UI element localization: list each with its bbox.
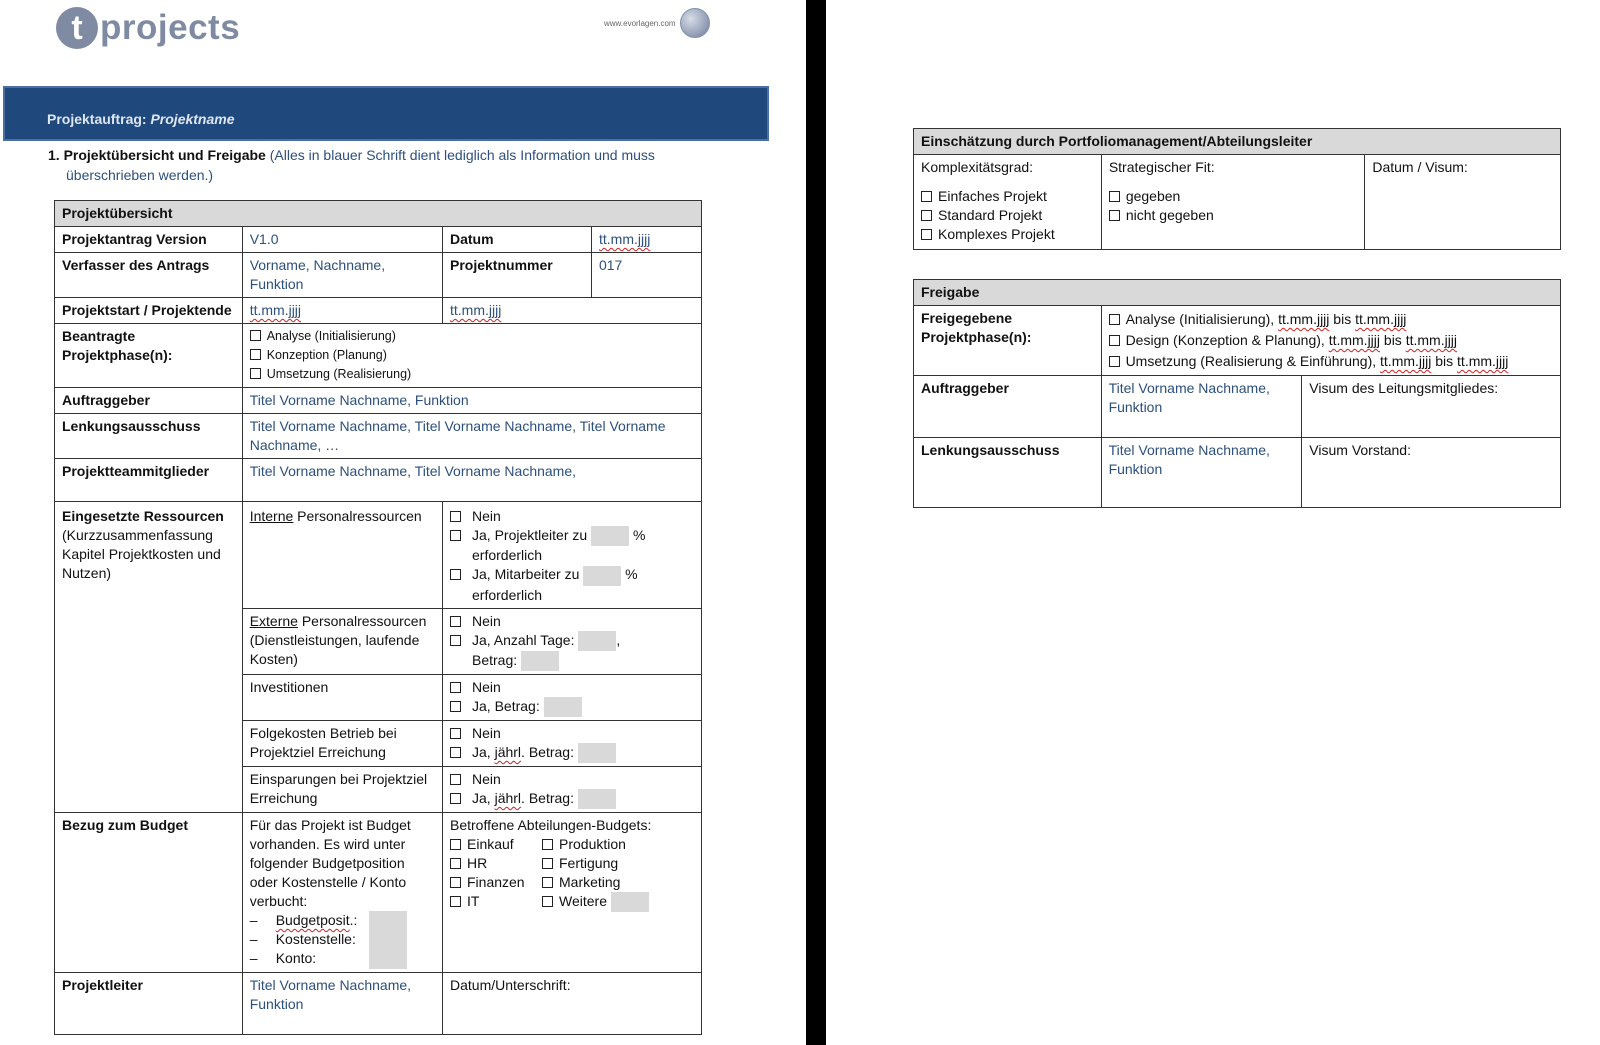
option-label [472, 789, 574, 809]
author-value[interactable]: Vorname, Nachname, Funktion [242, 253, 442, 298]
release-steering-value[interactable]: Titel Vorname Nachname, Funktion [1101, 438, 1302, 508]
checkbox-icon[interactable] [250, 330, 261, 341]
project-number-label: Projektnummer [443, 253, 592, 298]
checkbox-icon[interactable] [450, 747, 461, 758]
checkbox-icon[interactable] [450, 858, 461, 869]
department-option[interactable] [450, 854, 542, 873]
phases-label: Beantragte Projektphase(n): [55, 324, 243, 388]
department-label: Weitere [559, 893, 607, 910]
internal-pl-option[interactable] [450, 526, 694, 565]
amount-label: Betrag: [472, 651, 518, 668]
option-label: Standard Projekt [938, 207, 1043, 223]
phase-start: tt.mm.jjjj [1278, 311, 1330, 327]
fit-option[interactable] [1109, 187, 1358, 206]
start-date[interactable] [242, 298, 442, 324]
amount-input[interactable] [578, 743, 616, 763]
checkbox-icon[interactable] [921, 210, 932, 221]
budget-item-3 [250, 949, 358, 968]
banner-project-name: Projektname [150, 111, 235, 127]
budget-item-1-text: Budgetposit [275, 912, 350, 929]
external-resources-label [242, 608, 442, 675]
title-banner [3, 86, 769, 141]
section-note-1: (Alles in blauer Schrift dient lediglich als Information und muss [269, 147, 655, 163]
checkbox-icon[interactable] [921, 191, 932, 202]
date-value-text: tt.mm.jjjj [598, 231, 651, 247]
savings-options [443, 767, 702, 813]
department-label: Produktion [559, 836, 626, 853]
fit-cell [1101, 155, 1365, 250]
checkbox-icon[interactable] [250, 368, 261, 379]
start-date-text: tt.mm.jjjj [249, 302, 302, 318]
option-label: Nein [472, 508, 501, 524]
option-label: Nein [472, 679, 501, 696]
amount-input[interactable] [544, 697, 582, 717]
team-label: Projektteammitglieder [55, 459, 243, 502]
option-label [472, 743, 574, 763]
invest-options [443, 675, 702, 721]
resources-cell [55, 502, 243, 813]
checkbox-icon[interactable] [1109, 335, 1120, 346]
phase-end: tt.mm.jjjj [1405, 332, 1458, 348]
complexity-label: Komplexitätsgrad: [921, 159, 1034, 175]
days-input[interactable] [578, 631, 616, 651]
invest-yes-option[interactable] [450, 697, 694, 717]
option-label: Ja, Mitarbeiter zu [472, 566, 580, 583]
released-phase-option[interactable] [1109, 351, 1553, 372]
resources-note: (Kurzzusammenfassung Kapitel Projektkosten und Nutzen) [62, 527, 221, 581]
date-value[interactable] [591, 227, 701, 253]
checkbox-icon[interactable] [450, 635, 461, 646]
section-heading [48, 146, 728, 185]
phase-option-label: Analyse (Initialisierung) [266, 329, 396, 343]
option-label-a: Ja, [472, 790, 495, 807]
checkbox-icon[interactable] [921, 229, 932, 240]
budget-item-1 [250, 911, 358, 930]
internal-no-option[interactable] [450, 507, 694, 526]
complexity-option[interactable] [921, 225, 1094, 244]
option-label: Nein [472, 771, 501, 788]
phase-option[interactable] [250, 346, 694, 365]
savings-no-option[interactable] [450, 770, 694, 789]
pm-label: Projektleiter [55, 973, 243, 1035]
internal-resources-label [242, 502, 442, 609]
globe-icon [680, 8, 710, 38]
option-label-a: Ja, [472, 744, 495, 761]
checkbox-icon[interactable] [450, 511, 461, 522]
invest-no-option[interactable] [450, 678, 694, 697]
complexity-option[interactable] [921, 187, 1094, 206]
department-option[interactable] [542, 873, 692, 892]
option-label-b: jährl [494, 744, 522, 761]
external-resources-options [443, 608, 702, 675]
client-label: Auftraggeber [55, 388, 243, 414]
checkbox-icon[interactable] [1109, 191, 1120, 202]
option-label: Ja, Betrag: [472, 698, 540, 715]
option-label-b: jährl [494, 790, 522, 807]
followup-yes-option[interactable] [450, 743, 694, 763]
project-number-value[interactable]: 017 [591, 253, 701, 298]
budget-input[interactable] [369, 911, 407, 969]
department-option[interactable] [450, 835, 542, 854]
department-label: Fertigung [559, 855, 619, 872]
option-label-cont: erforderlich [472, 586, 543, 603]
team-value[interactable]: Titel Vorname Nachname, Titel Vorname Nachname, [242, 459, 701, 502]
steering-label: Lenkungsausschuss [55, 414, 243, 459]
phase-start: tt.mm.jjjj [1328, 332, 1381, 348]
end-date[interactable] [443, 298, 702, 324]
logo-text: projects [100, 8, 241, 47]
other-input[interactable] [611, 892, 649, 912]
released-phase-option[interactable] [1109, 330, 1553, 351]
pm-value[interactable]: Titel Vorname Nachname, Funktion [242, 973, 442, 1035]
followup-options [443, 721, 702, 767]
bis: bis [1431, 353, 1458, 369]
release-table [913, 279, 1561, 508]
section-title: Projektübersicht und Freigabe [63, 147, 266, 163]
released-phases-options [1101, 306, 1560, 376]
phase-option[interactable] [250, 365, 694, 384]
option-label-c: . Betrag: [521, 790, 574, 807]
external-underlined: Externe [249, 612, 298, 629]
steering-value[interactable]: Titel Vorname Nachname, Titel Vorname Nachname, Titel Vorname Nachname, … [242, 414, 701, 459]
percent-sign: % [625, 566, 638, 583]
checkbox-icon[interactable] [450, 569, 461, 580]
department-label: Einkauf [467, 836, 514, 853]
option-label: Nein [472, 612, 501, 629]
department-option[interactable] [542, 835, 692, 854]
checkbox-icon[interactable] [1109, 356, 1120, 367]
savings-label: Einsparungen bei Projektziel Erreichung [242, 767, 442, 813]
checkbox-icon[interactable] [542, 877, 553, 888]
assessment-table [913, 128, 1561, 250]
dash: – [249, 931, 258, 948]
phase-label: Umsetzung (Realisierung & Einführung), [1125, 353, 1381, 369]
section-note-2: überschrieben werden.) [66, 166, 214, 183]
bis: bis [1329, 311, 1356, 327]
page-divider [806, 0, 826, 1045]
complexity-option[interactable] [921, 206, 1094, 225]
percent-sign: % [632, 527, 646, 543]
department-option[interactable] [450, 892, 542, 911]
internal-underlined: Interne [249, 508, 294, 524]
phase-end: tt.mm.jjjj [1355, 311, 1407, 327]
phase-label: Analyse (Initialisierung), [1125, 311, 1279, 327]
checkbox-icon[interactable] [450, 616, 461, 627]
date-label: Datum [443, 227, 592, 253]
department-option[interactable] [542, 854, 692, 873]
department-label: IT [467, 893, 480, 910]
checkbox-icon[interactable] [450, 896, 461, 907]
evorlagen-logo [604, 8, 710, 38]
budget-item-3-text: Konto: [275, 950, 317, 967]
percent-input[interactable] [591, 526, 629, 546]
checkbox-icon[interactable] [450, 530, 461, 541]
departments-cell [443, 813, 702, 973]
department-label: Finanzen [467, 874, 525, 891]
checkbox-icon[interactable] [542, 896, 553, 907]
release-steering-visa[interactable]: Visum Vorstand: [1302, 438, 1561, 508]
release-client-visa[interactable]: Visum des Leitungsmitgliedes: [1302, 376, 1561, 438]
invest-label: Investitionen [242, 675, 442, 721]
fit-option[interactable] [1109, 206, 1358, 225]
dash: – [249, 950, 258, 967]
phase-end: tt.mm.jjjj [1457, 353, 1509, 369]
checkbox-icon[interactable] [450, 728, 461, 739]
option-label: Einfaches Projekt [938, 188, 1047, 204]
release-client-label: Auftraggeber [914, 376, 1102, 438]
fit-label: Strategischer Fit: [1108, 159, 1215, 175]
amount-input[interactable] [578, 789, 616, 809]
checkbox-icon[interactable] [542, 839, 553, 850]
project-overview-table [54, 200, 702, 1035]
option-label: Ja, Projektleiter zu [472, 527, 588, 543]
department-label: HR [467, 855, 488, 872]
option-label: Nein [472, 725, 501, 742]
logo-circle: t [56, 7, 98, 49]
release-client-value[interactable]: Titel Vorname Nachname, Funktion [1101, 376, 1302, 438]
external-rest: Personalressourcen (Dienstleistungen, laufende Kosten) [249, 612, 427, 667]
budget-item-1-dot: .: [349, 912, 358, 929]
release-steering-label: Lenkungsausschuss [914, 438, 1102, 508]
internal-resources-options [443, 502, 702, 609]
version-label: Projektantrag Version [55, 227, 243, 253]
released-phase-option[interactable] [1109, 309, 1553, 330]
department-option[interactable] [542, 892, 692, 912]
budget-text-cell [242, 813, 442, 973]
checkbox-icon[interactable] [542, 858, 553, 869]
department-option[interactable] [450, 873, 542, 892]
internal-ma-option[interactable] [450, 565, 694, 604]
budget-item-2-text: Kostenstelle: [275, 931, 356, 948]
version-value[interactable]: V1.0 [242, 227, 442, 253]
checkbox-icon[interactable] [450, 793, 461, 804]
complexity-cell [914, 155, 1102, 250]
followup-label: Folgekosten Betrieb bei Projektziel Erreichung [242, 721, 442, 767]
release-header: Freigabe [914, 280, 1561, 306]
start-end-label: Projektstart / Projektende [55, 298, 243, 324]
assessment-header: Einschätzung durch Portfoliomanagement/Abteilungsleiter [914, 129, 1561, 155]
percent-input[interactable] [583, 566, 621, 586]
phase-option[interactable] [250, 327, 694, 346]
website-url: www.evorlagen.com [604, 18, 676, 28]
checkbox-icon[interactable] [450, 701, 461, 712]
tprojects-logo [56, 4, 240, 52]
option-label: Ja, Anzahl Tage: [472, 631, 575, 648]
option-label: Komplexes Projekt [938, 226, 1055, 242]
budget-label: Bezug zum Budget [55, 813, 243, 973]
department-label: Marketing [559, 874, 621, 891]
departments-title: Betroffene Abteilungen-Budgets: [450, 817, 652, 834]
checkbox-icon[interactable] [450, 839, 461, 850]
author-label: Verfasser des Antrags [55, 253, 243, 298]
date-visa-cell[interactable]: Datum / Visum: [1365, 155, 1561, 250]
savings-yes-option[interactable] [450, 789, 694, 809]
overview-header: Projektübersicht [55, 201, 702, 227]
budget-text: Für das Projekt ist Budget vorhanden. Es wird unter folgender Budgetposition oder Kostenstelle / Konto verbucht: [249, 817, 411, 910]
external-yes-option[interactable] [450, 631, 694, 672]
checkbox-icon[interactable] [450, 682, 461, 693]
option-label: gegeben [1125, 188, 1181, 204]
internal-rest: Personalressourcen [293, 508, 422, 524]
banner-title [47, 111, 235, 127]
dash: – [249, 912, 258, 929]
checkbox-icon[interactable] [450, 774, 461, 785]
option-label-cont: erforderlich [472, 547, 543, 564]
pm-sign[interactable]: Datum/Unterschrift: [443, 973, 702, 1035]
phases-options [242, 324, 701, 388]
client-value[interactable]: Titel Vorname Nachname, Funktion [242, 388, 701, 414]
resources-label: Eingesetzte Ressourcen [62, 508, 224, 524]
phase-option-label: Konzeption (Planung) [266, 348, 387, 362]
phase-start: tt.mm.jjjj [1380, 353, 1432, 369]
end-date-text: tt.mm.jjjj [450, 302, 502, 318]
amount-input[interactable] [521, 651, 559, 671]
option-label: nicht gegeben [1125, 207, 1214, 223]
section-number: 1. [48, 147, 60, 163]
checkbox-icon[interactable] [450, 877, 461, 888]
phase-label: Design (Konzeption & Planung), [1125, 332, 1329, 348]
followup-no-option[interactable] [450, 724, 694, 743]
external-no-option[interactable] [450, 612, 694, 631]
option-label-c: . Betrag: [521, 744, 574, 761]
budget-item-2 [250, 930, 358, 949]
phase-option-label: Umsetzung (Realisierung) [266, 367, 412, 381]
banner-prefix: Projektauftrag: [47, 111, 151, 127]
bis: bis [1380, 332, 1406, 348]
checkbox-icon[interactable] [1109, 314, 1120, 325]
comma: , [616, 631, 621, 648]
checkbox-icon[interactable] [250, 349, 261, 360]
checkbox-icon[interactable] [1109, 210, 1120, 221]
released-phases-label: Freigegebene Projektphase(n): [914, 306, 1102, 376]
